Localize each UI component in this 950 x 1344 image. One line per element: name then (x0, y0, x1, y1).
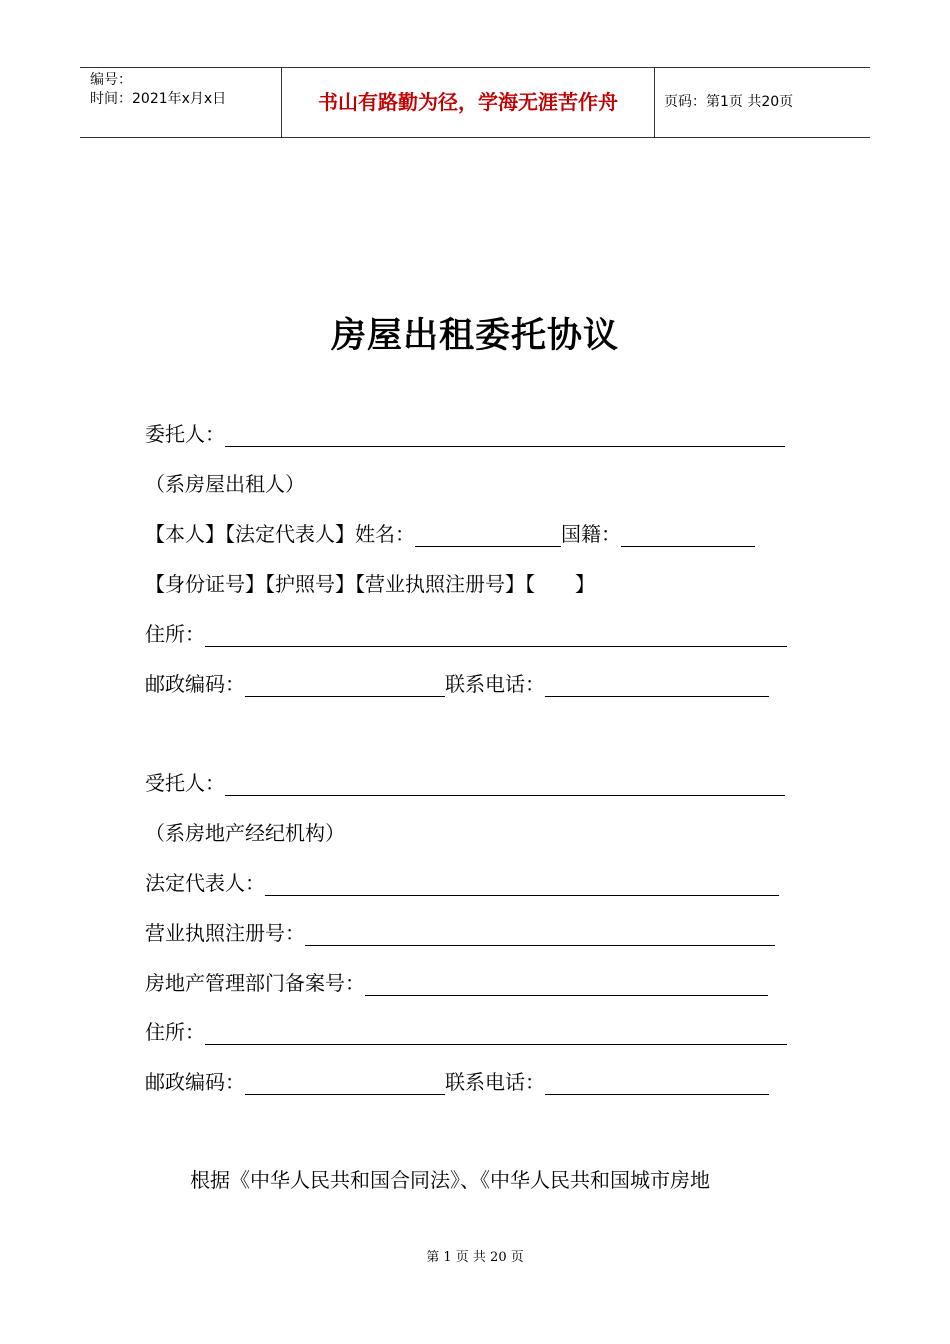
legal-rep-label: 法定代表人： (145, 871, 265, 895)
agent-address-blank[interactable] (205, 1022, 787, 1045)
agent-note-text: （系房地产经纪机构） (145, 821, 345, 845)
principal-identity-line (145, 517, 755, 547)
principal-line (145, 417, 785, 447)
principal-note (145, 467, 305, 497)
agent-line (145, 766, 785, 796)
page-footer: 第 1 页 共 20 页 (426, 1250, 524, 1265)
principal-blank[interactable] (225, 424, 785, 447)
header-time: 时间：2021年x月x日 (90, 91, 227, 107)
header-number: 编号： (90, 72, 132, 88)
license-label: 营业执照注册号： (145, 921, 305, 945)
nationality-label: 国籍： (561, 522, 621, 546)
license-blank[interactable] (305, 923, 775, 946)
agent-address-label: 住所： (145, 1020, 205, 1044)
agent-note (145, 816, 345, 846)
document-header (80, 67, 870, 138)
filing-label: 房地产管理部门备案号： (145, 971, 365, 995)
address-blank[interactable] (205, 624, 787, 647)
agent-postcode-blank[interactable] (245, 1072, 445, 1095)
agent-label: 受托人： (145, 771, 225, 795)
name-blank[interactable] (415, 524, 561, 547)
phone-blank[interactable] (545, 674, 769, 697)
header-divider (654, 68, 655, 137)
document-title: 房屋出租委托协议 (330, 315, 619, 356)
postcode-blank[interactable] (245, 674, 445, 697)
nationality-blank[interactable] (621, 524, 755, 547)
agent-contact-line (145, 1065, 769, 1095)
agent-blank[interactable] (225, 773, 785, 796)
id-types-text: 【身份证号】【护照号】【营业执照注册号】【 】 (145, 572, 595, 596)
agent-phone-blank[interactable] (545, 1072, 769, 1095)
filing-blank[interactable] (365, 973, 768, 996)
principal-address-line (145, 617, 787, 647)
principal-note-text: （系房屋出租人） (145, 472, 305, 496)
agent-postcode-label: 邮政编码： (145, 1070, 245, 1094)
legal-rep-line (145, 866, 779, 896)
address-label: 住所： (145, 622, 205, 646)
header-page: 页码：第1页 共20页 (664, 94, 794, 110)
agent-address-line (145, 1015, 787, 1045)
postcode-label: 邮政编码： (145, 672, 245, 696)
principal-contact-line (145, 667, 769, 697)
body-paragraph: 根据《中华人民共和国合同法》、《中华人民共和国城市房地 (190, 1168, 710, 1192)
legal-rep-blank[interactable] (265, 873, 779, 896)
id-types-line (145, 567, 595, 597)
phone-label: 联系电话： (445, 672, 545, 696)
header-meta (90, 71, 226, 109)
header-motto: 书山有路勤为径，学海无涯苦作舟 (318, 90, 618, 114)
license-line (145, 916, 775, 946)
agent-phone-label: 联系电话： (445, 1070, 545, 1094)
principal-label: 委托人： (145, 422, 225, 446)
identity-label: 【本人】【法定代表人】姓名： (145, 522, 415, 546)
filing-line (145, 966, 768, 996)
